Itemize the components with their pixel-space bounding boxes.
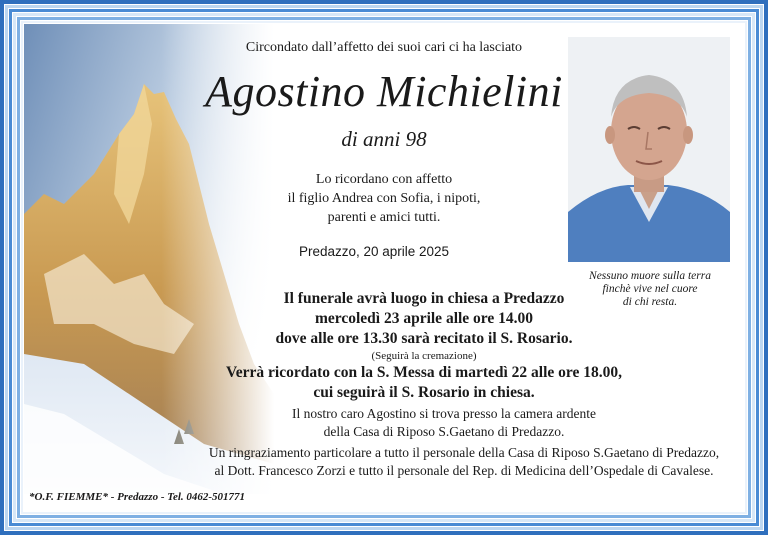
remembered-by — [244, 170, 524, 227]
chapel-line: Il nostro caro Agostino si trova presso la camera ardente — [291, 406, 597, 421]
quote-line: Nessuno muore sulla terra — [589, 270, 711, 282]
funeral-line: Il funerale avrà luogo in chiesa a Predazzo — [283, 290, 565, 307]
cremation-note: (Seguirà la cremazione) — [371, 350, 477, 362]
thanks-line: al Dott. Francesco Zorzi e tutto il personale del Rep. di Medicina dell’Ospedale di Cavalese. — [214, 463, 714, 478]
place-date: Predazzo, 20 aprile 2025 — [298, 244, 450, 259]
quote-line: di chi resta. — [622, 296, 678, 308]
funeral-home-footer: *O.F. FIEMME* - Predazzo - Tel. 0462-501771 — [29, 491, 246, 503]
remember-line: parenti e amici tutti. — [327, 210, 441, 225]
intro-text: Circondato dall’affetto dei suoi cari ci ha lasciato — [245, 40, 523, 55]
mass-line: cui seguirà il S. Rosario in chiesa. — [313, 384, 535, 401]
thanks-line: Un ringraziamento particolare a tutto il personale della Casa di Riposo S.Gaetano di Predazzo, — [208, 445, 720, 460]
quote-line: finchè vive nel cuore — [602, 283, 698, 295]
quote-text — [564, 270, 736, 309]
chapel-line: della Casa di Riposo S.Gaetano di Predazzo. — [323, 424, 565, 439]
remember-line: il figlio Andrea con Sofia, i nipoti, — [287, 191, 481, 206]
deceased-name: Agostino Michielini — [205, 67, 563, 116]
remember-line: Lo ricordano con affetto — [315, 172, 453, 187]
chapel-info — [254, 405, 634, 441]
funeral-line: mercoledì 23 aprile alle ore 14.00 — [314, 310, 534, 327]
notice-body — [24, 24, 744, 511]
funeral-line: dove alle ore 13.30 sarà recitato il S. Rosario. — [275, 330, 573, 347]
thanks-text — [184, 444, 744, 480]
age-text: di anni 98 — [341, 127, 427, 151]
mass-line: Verrà ricordato con la S. Messa di martedì 22 alle ore 18.00, — [225, 364, 623, 381]
portrait-photo — [568, 37, 730, 262]
